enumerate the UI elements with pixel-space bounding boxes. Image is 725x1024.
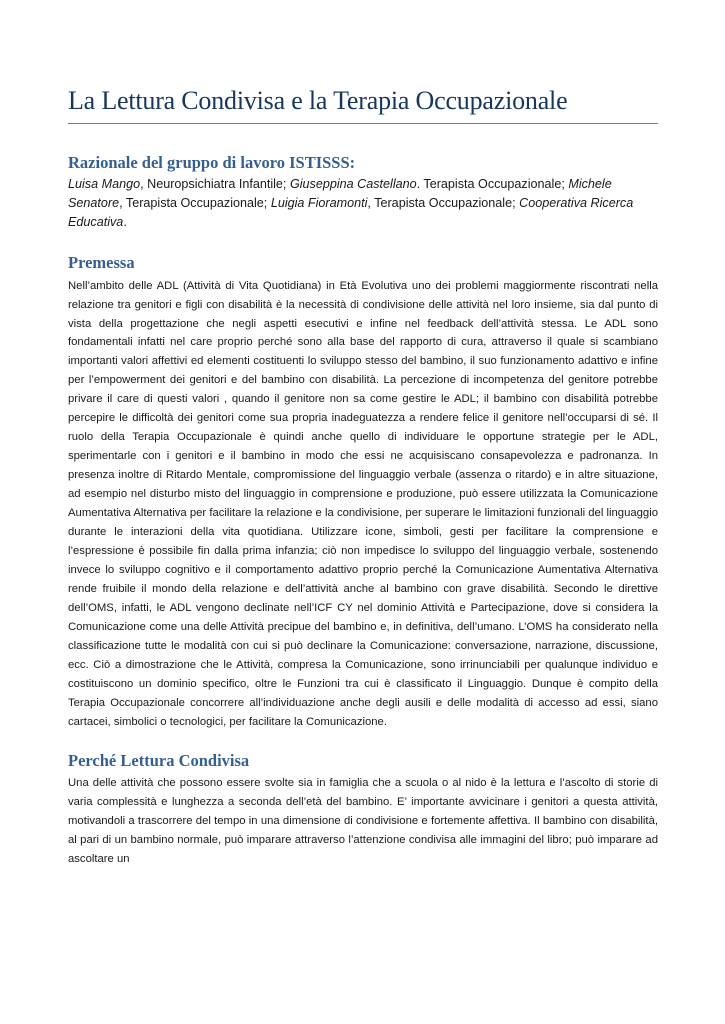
- perche-paragraph: Una delle attività che possono essere svolte sia in famiglia che a scuola o al nido è la lettura e l’ascolto di storie di varia complessità e lunghezza a seconda dell’età del bambino. E’ importante avvicinare i genitori a questa attività, motivandoli a trascorrere del tempo in una dimensione di condivisione e fortemente affettiva. Il bambino con disabilità, al pari di un bambino normale, può imparare attraverso l’attenzione condivisa alle immagini del libro; può imparare ad ascoltare un: [68, 777, 658, 866]
- author-role: .: [123, 215, 127, 230]
- premessa-paragraph: Nell’ambito delle ADL (Attività di Vita Quotidiana) in Età Evolutiva uno dei problemi maggiormente riscontrati nella relazione tra genitori e figli con disabilità è la necessità di condivisione delle attività nel loro insieme, sia dal punto di vista della progettazione che negli aspetti esecutivi e infine nel feedback dell’attività stessa. Le ADL sono fondamentali infatti nel care proprio perché sono alla base del rapporto di cura, attraverso il quale si scambiano importanti valori affettivi ed elementi costituenti lo sviluppo stesso del bambino, il suo funzionamento adattivo e infine per l’empowerment dei genitori e del bambino con disabilità. La percezione di incompetenza del genitore potrebbe privare il care di questi valori , quando il genitore non sa come gestire le ADL; il bambino con disabilità potrebbe percepire le difficoltà dei genitori come sua propria inadeguatezza a rendere felice il genitore nell’occuparsi di sé. Il ruolo della Terapia Occupazionale è quindi anche quello di individuare le opportune strategie per le ADL, sperimentarle con i genitori e il bambino in modo che essi ne acquisiscano consapevolezza e padronanza. In presenza inoltre di Ritardo Mentale, compromissione del linguaggio verbale (assenza o ritardo) e in altre situazione, ad esempio nel disturbo misto del linguaggio in comprensione e produzione, può essere utilizzata la Comunicazione Aumentativa Alternativa per facilitare la relazione e la condivisione, per superare le limitazioni funzionali del linguaggio durante le interazioni della vita quotidiana. Utilizzare icone, simboli, gesti per facilitare la comprensione e l’espressione è possibile fin dalla prima infanzia; ciò non impedisce lo sviluppo del linguaggio verbale, sostenendo invece lo sviluppo cognitivo e il comportamento adattivo proprio perché la Comunicazione Aumentativa Alternativa rende fruibile il mondo della relazione e dell’attività anche al bambino con grave disabilità. Secondo le direttive dell’OMS, infatti, le ADL vengono declinate nell’ICF CY nel dominio Attività e Partecipazione, dove si considera la Comunicazione come una delle Attività precipue del bambino e, in definitiva, dell’umano. L’OMS ha considerato nella classificazione tutte le modalità con cui si può declinare la Comunicazione: conversazione, narrazione, discussione, ecc. Ciò a dimostrazione che le Attività, compresa la Comunicazione, sono irrinunciabili per qualunque individuo e costituiscono un dominio specifico, oltre le Funzioni tra cui è classificato il Linguaggio. Dunque è compito della Terapia Occupazionale concorrere all’individuazione anche degli ausili e delle modalità di accesso ad essi, siano cartacei, simbolici o tecnologici, per facilitare la Comunicazione.: [68, 279, 658, 728]
- section-heading-razionale: Razionale del gruppo di lavoro ISTISSS:: [68, 153, 356, 172]
- author-role: , Neuropsichiatra Infantile;: [140, 177, 290, 191]
- authors-list: [68, 175, 658, 233]
- author-name: Michele Senatore: [68, 177, 612, 211]
- document-title: La Lettura Condivisa e la Terapia Occupazionale: [68, 86, 568, 115]
- author-name: Cooperativa Ricerca Educativa: [68, 196, 634, 230]
- author-name: Giuseppina Castellano: [289, 177, 417, 191]
- section-heading-perche-lettura-condivisa: Perché Lettura Condivisa: [68, 751, 250, 771]
- document-page: [68, 0, 658, 869]
- title-underline: [68, 123, 658, 124]
- author-role: , Terapista Occupazionale;: [367, 196, 520, 211]
- author-role: , Terapista Occupazionale;: [119, 196, 271, 211]
- author-name: Luigia Fioramonti: [270, 196, 368, 211]
- author-role: . Terapista Occupazionale;: [416, 177, 569, 191]
- section-heading-premessa: Premessa: [68, 252, 135, 272]
- author-name: Luisa Mango: [68, 177, 141, 191]
